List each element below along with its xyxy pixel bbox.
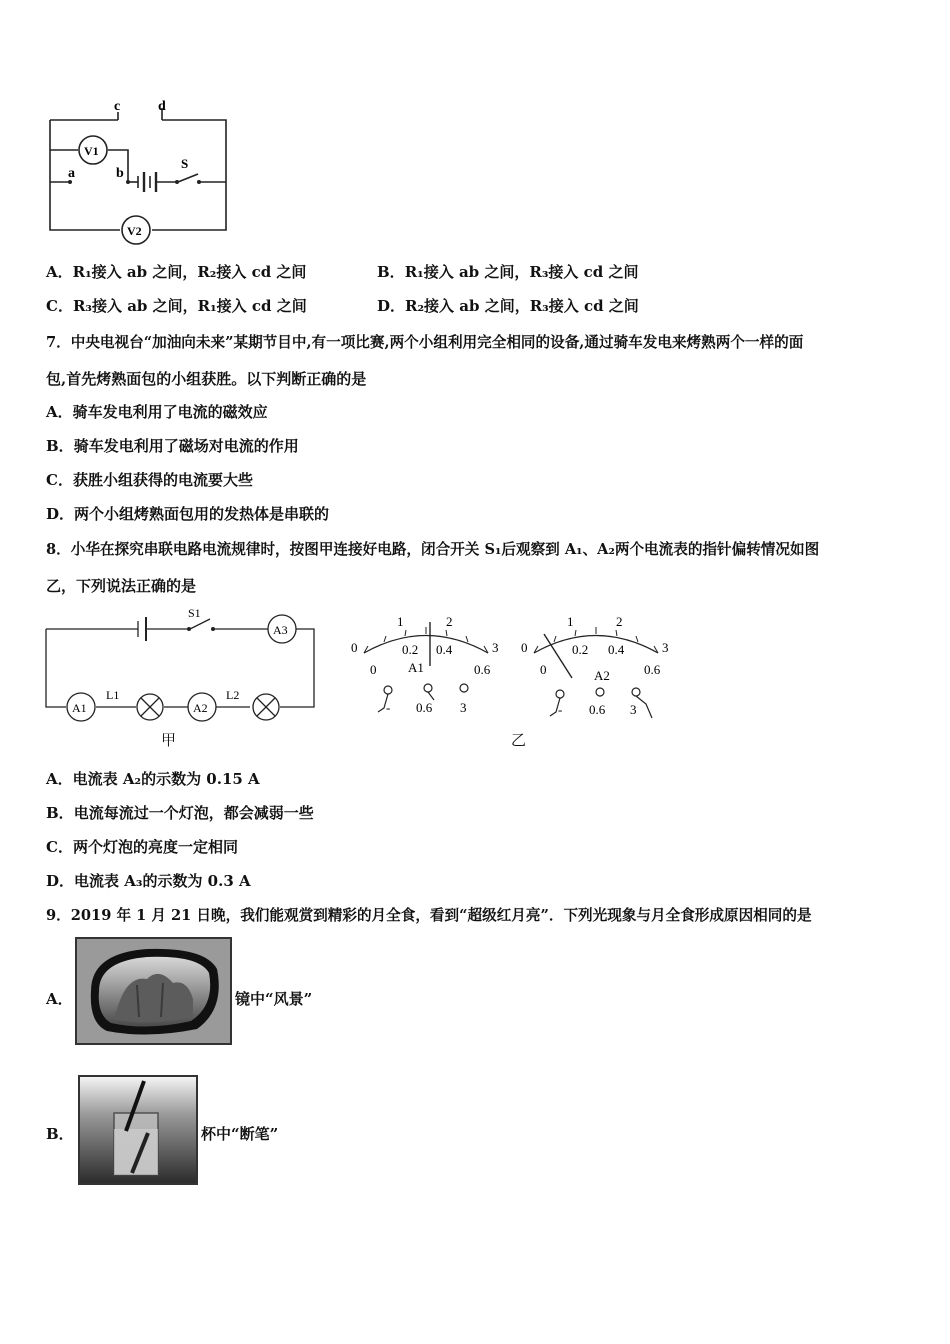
q8-circuit-jia bbox=[40, 605, 330, 750]
pencil-in-glass-photo bbox=[78, 1075, 198, 1185]
option-letter: C． bbox=[46, 838, 73, 856]
label-l2: L2 bbox=[226, 688, 240, 702]
meter-name: A1 bbox=[408, 660, 424, 675]
option-letter: D． bbox=[46, 505, 75, 523]
tick-label: 2 bbox=[446, 614, 453, 629]
label-b: b bbox=[116, 166, 124, 181]
q8-meter-a1 bbox=[346, 608, 506, 723]
option-text: R₃接入 ab 之间，R₁接入 cd 之间 bbox=[72, 297, 307, 315]
q9-option-a-letter[interactable]: A． bbox=[46, 990, 73, 1008]
label-c: c bbox=[114, 99, 121, 114]
q6-option-c[interactable] bbox=[46, 295, 307, 316]
tick-label: 0 bbox=[370, 662, 377, 677]
option-text: 骑车发电利用了磁场对电流的作用 bbox=[73, 437, 299, 455]
q6-option-d[interactable] bbox=[377, 295, 639, 316]
option-text: 获胜小组获得的电流要大些 bbox=[72, 471, 253, 489]
q7-option-b[interactable] bbox=[46, 435, 299, 456]
terminal-label: 0.6 bbox=[589, 702, 606, 717]
option-letter: D． bbox=[377, 297, 406, 315]
terminal-label: - bbox=[558, 702, 563, 717]
option-letter: C． bbox=[46, 471, 73, 489]
option-text: 两个小组烤熟面包用的发热体是串联的 bbox=[74, 505, 330, 523]
option-text: 骑车发电利用了电流的磁效应 bbox=[72, 403, 268, 421]
tick-label: 0.2 bbox=[572, 642, 589, 657]
option-letter: A． bbox=[46, 403, 73, 421]
option-letter: B． bbox=[46, 804, 74, 822]
tick-label: 0.6 bbox=[474, 662, 491, 677]
terminal-label: - bbox=[386, 700, 391, 715]
label-a1: A1 bbox=[72, 701, 87, 715]
terminal-label: 3 bbox=[460, 700, 467, 715]
fig-label-yi: 乙 bbox=[511, 731, 527, 749]
q9-option-a-text: 镜中“风景” bbox=[235, 990, 313, 1008]
q8-stem-line2: 乙，下列说法正确的是 bbox=[46, 577, 197, 595]
tick-label: 0 bbox=[540, 662, 547, 677]
label-s: S bbox=[181, 156, 189, 171]
meter-name: A2 bbox=[594, 668, 610, 683]
q7-stem-line1: 7．中央电视台“加油向未来”某期节目中,有一项比赛,两个小组利用完全相同的设备,通过骑车发电来烤熟两个一样的面 bbox=[46, 334, 804, 351]
q9-stem: 9．2019 年 1 月 21 日晚，我们能观赏到精彩的月全食，看到“超级红月亮”．下列光现象与月全食形成原因相同的是 bbox=[46, 907, 812, 924]
q8-stem-line1: 8．小华在探究串联电路电流规律时，按图甲连接好电路，闭合开关 S₁后观察到 A₁、A₂两个电流表的指针偏转情况如图 bbox=[46, 541, 820, 558]
bulb-l1-icon bbox=[137, 694, 163, 720]
tick-label: 0 bbox=[351, 640, 358, 655]
tick-label: 0 bbox=[521, 640, 528, 655]
label-a3: A3 bbox=[273, 623, 288, 637]
q8-option-a[interactable] bbox=[46, 768, 260, 789]
tick-label: 0.6 bbox=[644, 662, 661, 677]
fig-label-jia: 甲 bbox=[161, 731, 177, 749]
label-s1: S1 bbox=[188, 606, 201, 620]
q6-option-a[interactable] bbox=[46, 261, 306, 282]
label-l1: L1 bbox=[106, 688, 120, 702]
label-a: a bbox=[68, 166, 75, 181]
tick-label: 1 bbox=[397, 614, 404, 629]
option-letter: B． bbox=[377, 263, 405, 281]
tick-label: 0.4 bbox=[608, 642, 625, 657]
option-letter: A． bbox=[46, 263, 73, 281]
option-text: R₁接入 ab 之间，R₃接入 cd 之间 bbox=[404, 263, 639, 281]
q9-option-b-text: 杯中“断笔” bbox=[201, 1125, 279, 1143]
q7-option-c[interactable] bbox=[46, 469, 253, 490]
terminal-label: 0.6 bbox=[416, 700, 433, 715]
label-v1: V1 bbox=[84, 144, 99, 158]
tick-label: 0.4 bbox=[436, 642, 453, 657]
option-text: 电流表 A₃的示数为 0.3 A bbox=[74, 872, 251, 890]
q6-circuit-diagram bbox=[40, 98, 240, 248]
option-text: R₂接入 ab 之间，R₃接入 cd 之间 bbox=[405, 297, 639, 315]
q8-option-c[interactable] bbox=[46, 836, 238, 857]
terminal-label: 3 bbox=[630, 702, 637, 717]
label-a2: A2 bbox=[193, 701, 208, 715]
q7-option-d[interactable] bbox=[46, 503, 329, 524]
q9-option-b-letter[interactable]: B． bbox=[46, 1125, 74, 1143]
option-letter: D． bbox=[46, 872, 75, 890]
option-letter: A． bbox=[46, 770, 73, 788]
label-v2: V2 bbox=[127, 224, 142, 238]
q8-meter-a2 bbox=[516, 608, 681, 723]
option-text: 电流每流过一个灯泡，都会减弱一些 bbox=[73, 804, 314, 822]
tick-label: 3 bbox=[492, 640, 499, 655]
tick-label: 1 bbox=[567, 614, 574, 629]
label-d: d bbox=[158, 99, 166, 114]
tick-label: 0.2 bbox=[402, 642, 419, 657]
tick-label: 2 bbox=[616, 614, 623, 629]
option-text: R₁接入 ab 之间，R₂接入 cd 之间 bbox=[72, 263, 307, 281]
q7-option-a[interactable] bbox=[46, 401, 268, 422]
option-letter: B． bbox=[46, 437, 74, 455]
q6-option-b[interactable] bbox=[377, 261, 638, 282]
q7-stem-line2: 包,首先烤熟面包的小组获胜。以下判断正确的是 bbox=[46, 370, 367, 388]
option-letter: C． bbox=[46, 297, 73, 315]
option-text: 两个灯泡的亮度一定相同 bbox=[72, 838, 238, 856]
q8-option-d[interactable] bbox=[46, 870, 251, 891]
tick-label: 3 bbox=[662, 640, 669, 655]
q8-option-b[interactable] bbox=[46, 802, 314, 823]
car-mirror-photo bbox=[75, 937, 232, 1045]
option-text: 电流表 A₂的示数为 0.15 A bbox=[72, 770, 260, 788]
bulb-l2-icon bbox=[253, 694, 279, 720]
